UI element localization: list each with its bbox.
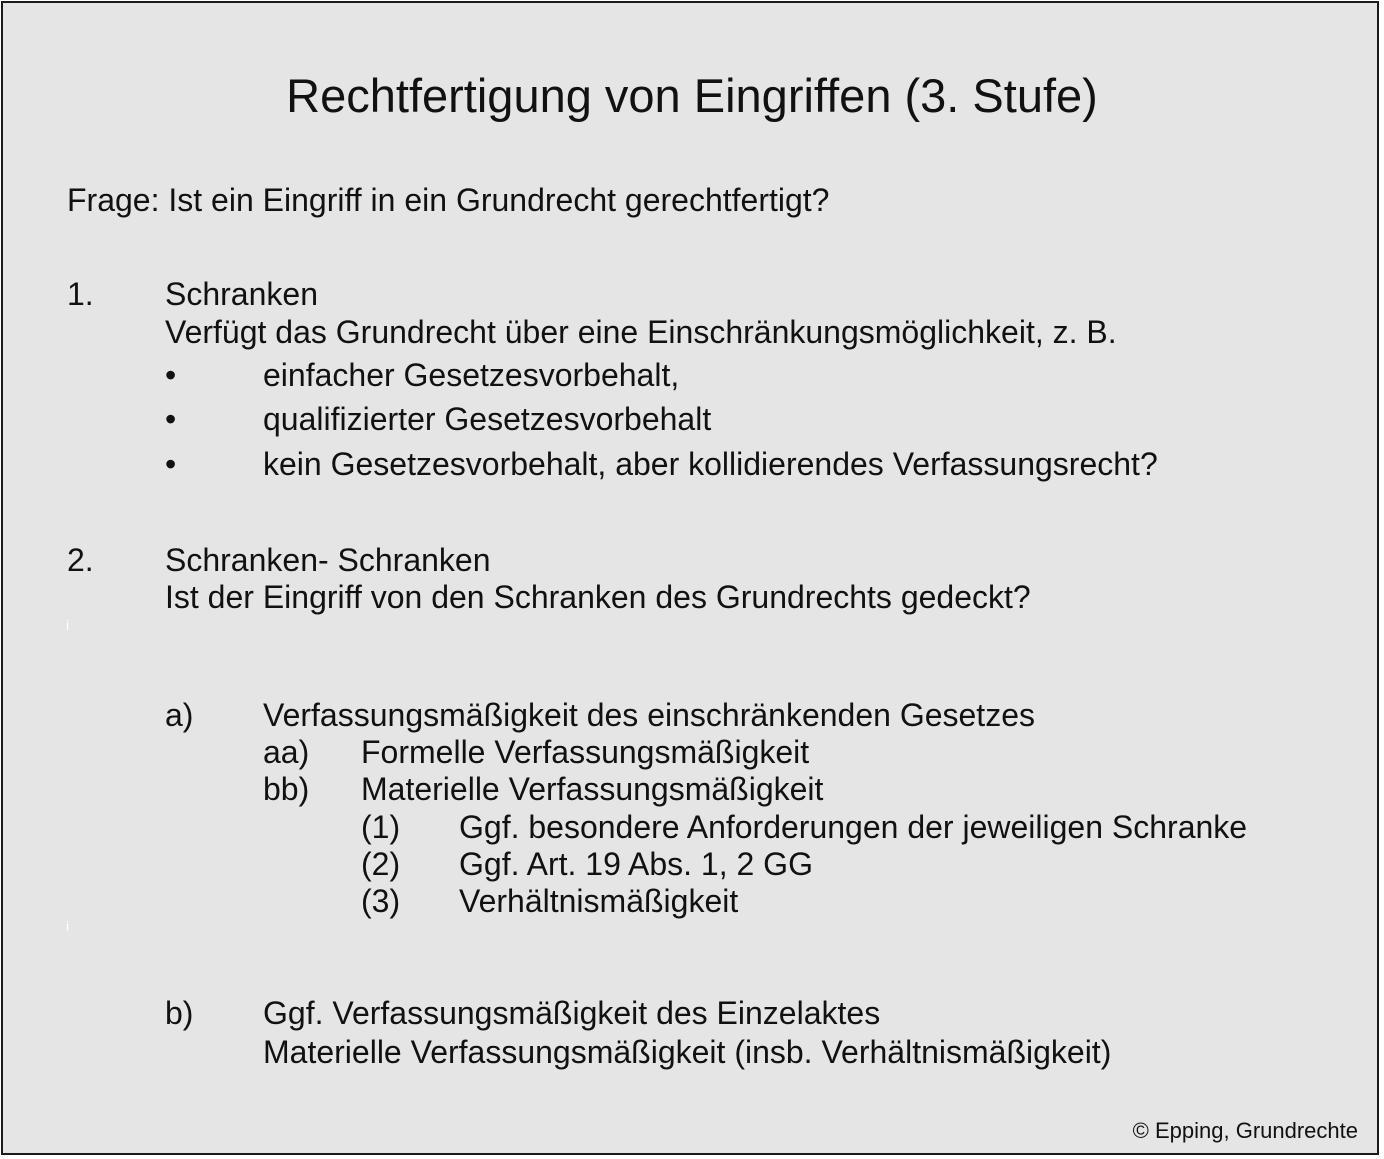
- item-aa-label: aa): [263, 734, 310, 770]
- item-b-line-1: Ggf. Verfassungsmäßigkeit des Einzelaktes: [263, 995, 881, 1031]
- sub-item-2-label: (2): [361, 846, 401, 882]
- stray-marker: i: [66, 617, 70, 633]
- item-b-label: b): [165, 995, 194, 1031]
- item-a-label: a): [165, 697, 194, 733]
- question-text: Frage: Ist ein Eingriff in ein Grundrecht gerechtfertigt?: [67, 182, 830, 218]
- sub-item-2-text: Ggf. Art. 19 Abs. 1, 2 GG: [459, 846, 813, 882]
- section-2-heading: Schranken- Schranken: [165, 542, 491, 578]
- copyright-notice: © Epping, Grundrechte: [1132, 1118, 1358, 1143]
- bullet-item-3: kein Gesetzesvorbehalt, aber kollidierendes Verfassungsrecht?: [263, 446, 1158, 482]
- section-2-text: Ist der Eingriff von den Schranken des Grundrechts gedeckt?: [165, 579, 1031, 615]
- item-b-line-2: Materielle Verfassungsmäßigkeit (insb. Verhältnismäßigkeit): [263, 1034, 1112, 1070]
- sub-item-3-text: Verhältnismäßigkeit: [459, 883, 739, 919]
- document-frame: [1, 1, 1379, 1155]
- bullet-icon: •: [165, 357, 177, 393]
- page-title: Rechtfertigung von Eingriffen (3. Stufe): [286, 69, 1098, 122]
- bullet-icon: •: [165, 446, 177, 482]
- bullet-icon: •: [165, 401, 177, 437]
- section-1-heading: Schranken: [165, 276, 318, 312]
- bullet-item-2: qualifizierter Gesetzesvorbehalt: [263, 401, 712, 437]
- sub-item-1-text: Ggf. besondere Anforderungen der jeweiligen Schranke: [459, 809, 1248, 845]
- item-bb-text: Materielle Verfassungsmäßigkeit: [361, 771, 824, 807]
- section-2-number: 2.: [67, 542, 94, 578]
- sub-item-1-label: (1): [361, 809, 401, 845]
- stray-marker: i: [66, 918, 70, 934]
- bullet-item-1: einfacher Gesetzesvorbehalt,: [263, 357, 680, 393]
- sub-item-3-label: (3): [361, 883, 401, 919]
- item-aa-text: Formelle Verfassungsmäßigkeit: [361, 734, 810, 770]
- item-bb-label: bb): [263, 771, 310, 807]
- section-1-text: Verfügt das Grundrecht über eine Einschränkungsmöglichkeit, z. B.: [165, 314, 1117, 350]
- item-a-text: Verfassungsmäßigkeit des einschränkenden Gesetzes: [263, 697, 1035, 733]
- section-1-number: 1.: [67, 276, 94, 312]
